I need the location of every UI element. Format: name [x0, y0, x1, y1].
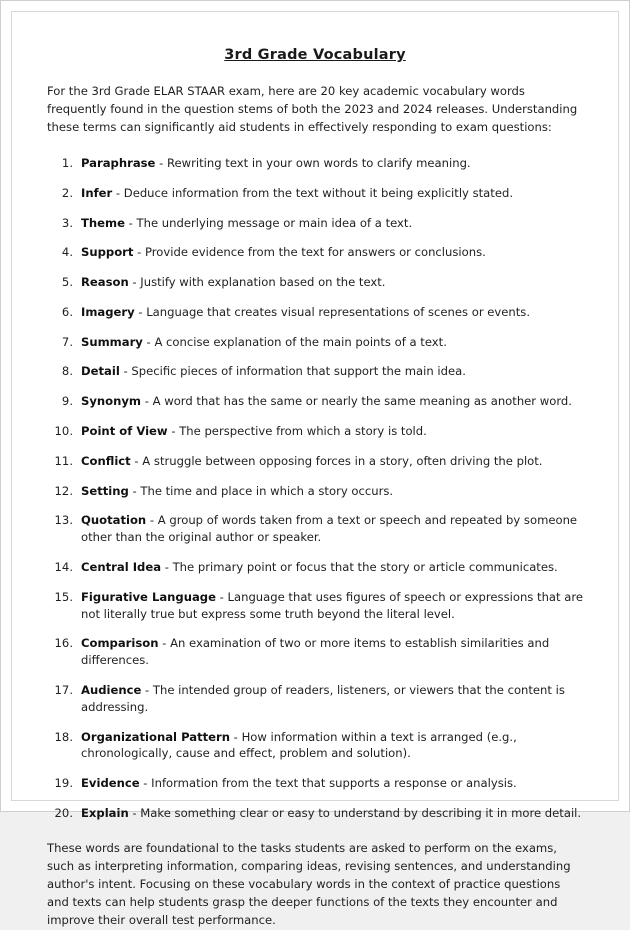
vocabulary-term: Synonym: [81, 394, 142, 409]
vocabulary-term: Imagery: [81, 304, 135, 319]
vocabulary-definition: Deduce information from the text without it being explicitly stated.: [123, 185, 514, 200]
vocabulary-definition: An examination of two or more items to establish similarities and differences.: [81, 636, 550, 668]
vocabulary-term: Evidence: [81, 776, 140, 791]
term-separator: -: [158, 636, 171, 651]
list-item: [47, 274, 585, 291]
vocabulary-term: Paraphrase: [81, 155, 156, 170]
list-item: [47, 775, 585, 792]
vocabulary-definition: Make something clear or easy to understand by describing it in more detail.: [140, 806, 582, 821]
list-item: [47, 483, 585, 500]
vocabulary-definition: Information from the text that supports a response or analysis.: [151, 776, 517, 791]
vocabulary-definition: A concise explanation of the main points of a text.: [154, 334, 447, 349]
list-item: [47, 423, 585, 440]
list-item: [47, 363, 585, 380]
vocabulary-definition: The intended group of readers, listeners, or viewers that the content is addressing.: [81, 683, 565, 714]
list-item: [47, 393, 585, 410]
vocabulary-definition: Justify with explanation based on the text.: [140, 275, 386, 290]
vocabulary-definition: Rewriting text in your own words to clarify meaning.: [166, 155, 471, 170]
outro-paragraph: These words are foundational to the tasks students are asked to perform on the exams, such as interpreting information, comparing ideas, revising sentences, and understanding author's intent. Focusing on these vocabulary words in the context of practice questions and texts can help students grasp the deeper functions of the texts they encounter and improve their overall test performance.: [47, 840, 571, 927]
term-separator: -: [230, 729, 242, 744]
vocabulary-term: Figurative Language: [81, 589, 216, 604]
vocabulary-term: Explain: [81, 806, 129, 821]
list-item: [47, 215, 585, 232]
vocabulary-definition: How information within a text is arranged (e.g., chronologically, cause and effect, problem and solution).: [81, 729, 517, 761]
vocabulary-term: Setting: [81, 483, 129, 498]
list-item: [47, 635, 585, 669]
list-item: [47, 155, 585, 172]
vocabulary-term: Comparison: [81, 636, 159, 651]
term-separator: -: [112, 185, 124, 200]
vocabulary-term: Summary: [81, 334, 143, 349]
vocabulary-term: Audience: [81, 683, 142, 698]
vocabulary-definition: A group of words taken from a text or speech and repeated by someone other than the original author or speaker.: [81, 513, 578, 545]
term-separator: -: [155, 155, 167, 170]
term-separator: -: [124, 215, 137, 230]
term-separator: -: [142, 334, 155, 349]
vocabulary-term: Point of View: [81, 424, 168, 439]
vocabulary-definition: Language that creates visual representations of scenes or events.: [146, 304, 531, 319]
vocabulary-term: Detail: [81, 364, 120, 379]
list-item: [47, 729, 585, 763]
vocabulary-definition: The time and place in which a story occurs.: [140, 483, 394, 498]
term-separator: -: [128, 483, 141, 498]
intro-paragraph: For the 3rd Grade ELAR STAAR exam, here are 20 key academic vocabulary words frequently found in the question stems of both the 2023 and 2024 releases. Understanding these terms can significantly aid students in effectively responding to exam questions:: [47, 84, 578, 134]
list-item: [47, 512, 585, 546]
term-separator: -: [128, 806, 141, 821]
vocabulary-list: [47, 155, 585, 822]
vocabulary-definition: A struggle between opposing forces in a story, often driving the plot.: [142, 453, 543, 468]
term-separator: -: [167, 424, 180, 439]
list-item: [47, 185, 585, 202]
list-item: [47, 589, 585, 623]
term-separator: -: [133, 245, 145, 260]
list-item: [47, 453, 585, 470]
vocabulary-term: Conflict: [81, 453, 131, 468]
term-separator: -: [146, 513, 158, 528]
page-title: 3rd Grade Vocabulary: [224, 47, 406, 63]
term-separator: -: [139, 776, 152, 791]
vocabulary-term: Reason: [81, 275, 129, 290]
term-separator: -: [161, 560, 173, 575]
term-separator: -: [134, 304, 147, 319]
list-item: [47, 805, 585, 822]
list-item: [47, 682, 585, 716]
vocabulary-definition: Provide evidence from the text for answers or conclusions.: [145, 245, 486, 260]
term-separator: -: [141, 683, 153, 698]
vocabulary-definition: A word that has the same or nearly the same meaning as another word.: [152, 394, 572, 409]
vocabulary-term: Theme: [81, 215, 125, 230]
vocabulary-definition: The underlying message or main idea of a text.: [136, 215, 413, 230]
term-separator: -: [141, 394, 153, 409]
list-item: [47, 559, 585, 576]
vocabulary-definition: Language that uses figures of speech or expressions that are not literally true but express some truth beyond the literal level.: [81, 589, 584, 621]
vocabulary-term: Infer: [81, 185, 113, 200]
term-separator: -: [215, 589, 228, 604]
list-item: [47, 244, 585, 261]
vocabulary-term: Organizational Pattern: [81, 729, 230, 744]
list-item: [47, 334, 585, 351]
vocabulary-definition: The primary point or focus that the story or article communicates.: [172, 560, 558, 575]
term-separator: -: [130, 453, 143, 468]
vocabulary-term: Quotation: [81, 513, 147, 528]
list-item: [47, 304, 585, 321]
vocabulary-term: Central Idea: [81, 560, 162, 575]
vocabulary-definition: Specific pieces of information that support the main idea.: [131, 364, 466, 379]
vocabulary-term: Support: [81, 245, 134, 260]
vocabulary-definition: The perspective from which a story is told.: [179, 424, 427, 439]
term-separator: -: [119, 364, 132, 379]
term-separator: -: [128, 275, 141, 290]
